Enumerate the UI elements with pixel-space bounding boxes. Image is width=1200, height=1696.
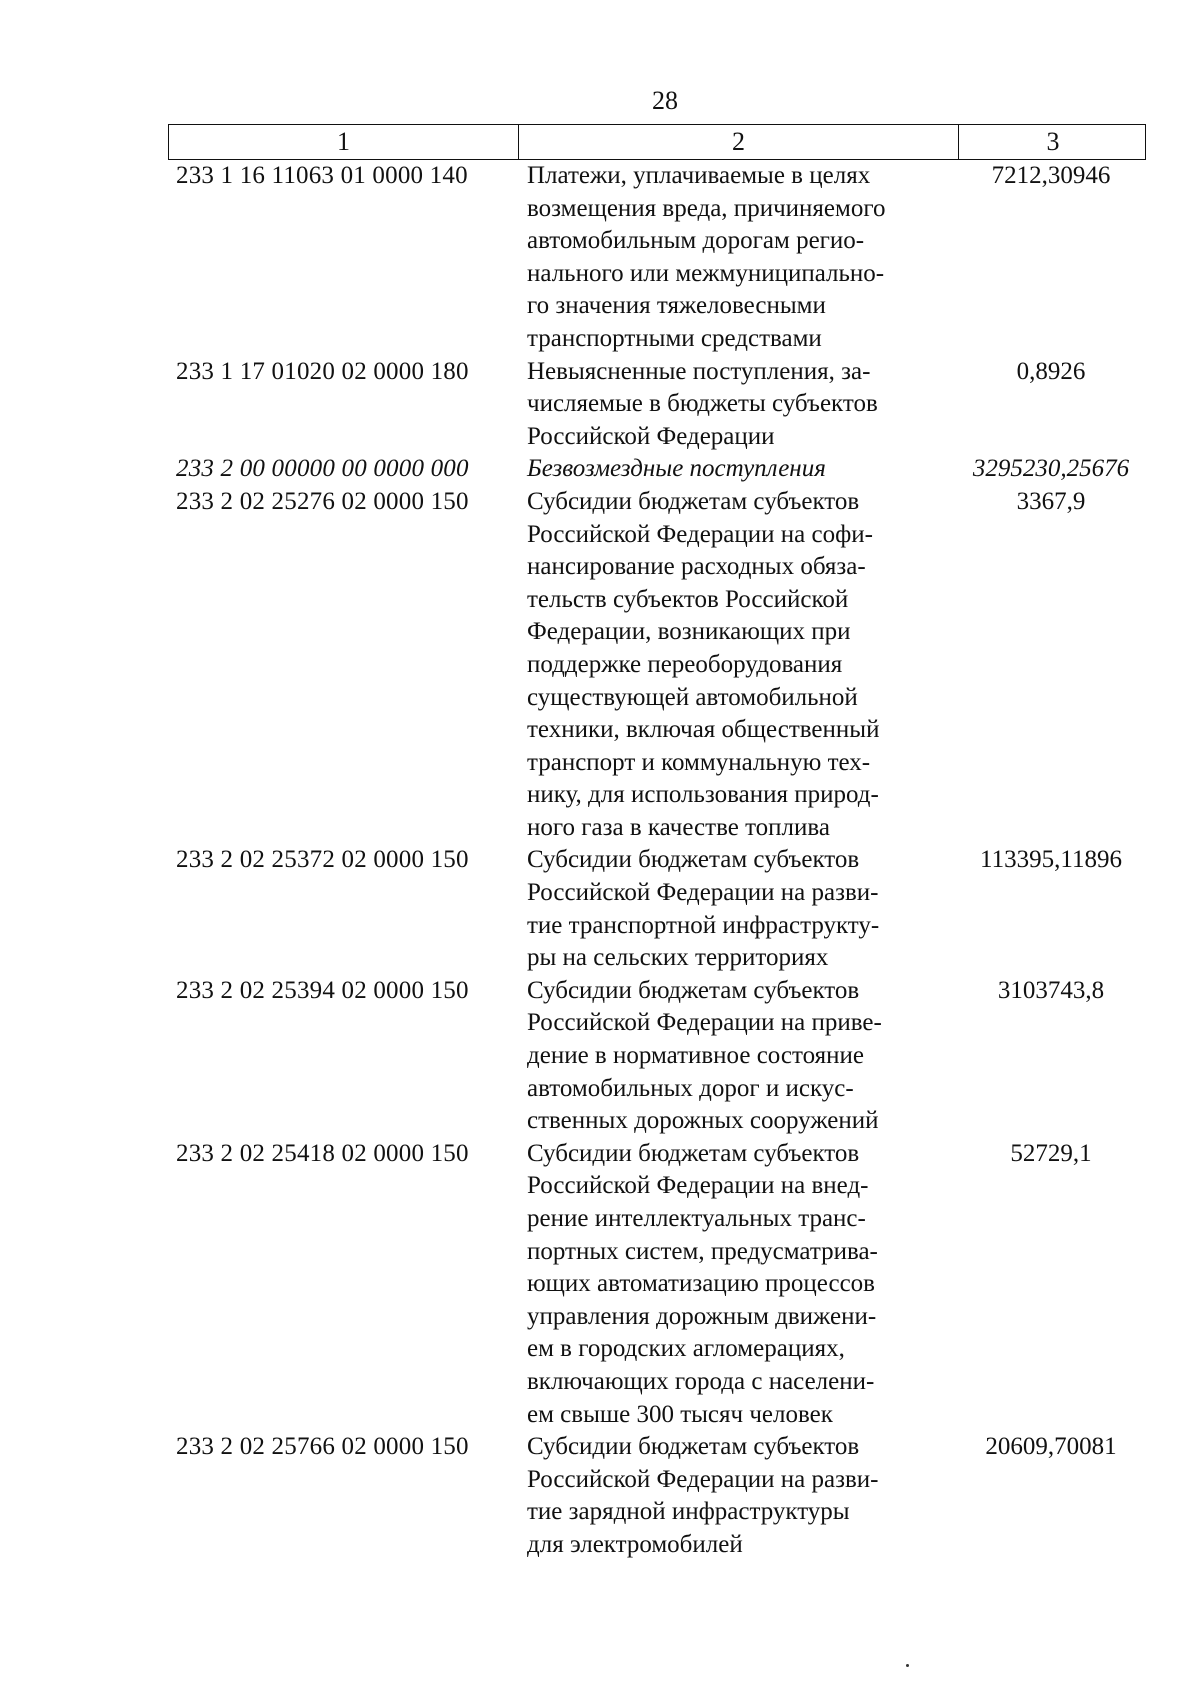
table-row — [168, 844, 1146, 974]
revenue-description: Безвозмездные поступления — [527, 455, 826, 483]
revenue-amount: 3367,9 — [1016, 487, 1086, 515]
budget-code: 233 1 16 11063 01 0000 140 — [176, 162, 468, 189]
table-header-row — [168, 124, 1146, 160]
table-row — [168, 1138, 1146, 1431]
table-row — [168, 486, 1146, 845]
budget-code: 233 1 17 01020 02 0000 180 — [176, 357, 469, 385]
budget-code: 233 2 02 25766 02 0000 150 — [176, 1433, 469, 1461]
revenue-amount: 3295230,25676 — [972, 455, 1130, 483]
revenue-description: Субсидии бюджетам субъектов Российской Федерации на софи- нансирование расходных обяза- тельств субъектов Российской Федерации, возникающих при поддержке переоборудования существующей автомобильной техники, включая общественный транспорт и коммунальную тех- нику, для использования природ- ного газа в качестве топлива — [527, 487, 880, 841]
revenue-amount: 52729,1 — [1010, 1139, 1092, 1167]
table-body — [168, 160, 1146, 1562]
budget-code: 233 2 02 25418 02 0000 150 — [176, 1139, 469, 1167]
revenue-amount: 3103743,8 — [997, 976, 1105, 1004]
column-header-3: 3 — [958, 125, 1147, 159]
budget-code: 233 2 00 00000 00 0000 000 — [176, 455, 469, 483]
column-header-2: 2 — [518, 125, 958, 159]
table-row — [168, 1431, 1146, 1561]
revenue-table — [168, 124, 1146, 1562]
budget-code: 233 2 02 25276 02 0000 150 — [176, 487, 469, 515]
revenue-description: Субсидии бюджетам субъектов Российской Федерации на разви- тие зарядной инфраструктуры для электромобилей — [527, 1433, 879, 1558]
scan-speck — [906, 1664, 909, 1667]
budget-code: 233 2 02 25372 02 0000 150 — [176, 846, 469, 874]
table-row — [168, 160, 1146, 356]
revenue-description: Субсидии бюджетам субъектов Российской Федерации на внед- рение интеллектуальных транс- портных систем, предусматрива- ющих автоматизацию процессов управления дорожным движени- ем в городских агломерациях, включающих города с населени- ем свыше 300 тысяч человек — [527, 1139, 878, 1428]
table-row — [168, 975, 1146, 1138]
revenue-description: Невыясненные поступления, за- числяемые в бюджеты субъектов Российской Федерации — [527, 357, 878, 450]
revenue-description: Платежи, уплачиваемые в целях возмещения вреда, причиняемого автомобильным дорогам регио- нального или межмуниципально- го значения тяжеловесными транспортными средствами — [527, 162, 886, 352]
page-number: 28 — [652, 86, 678, 115]
revenue-amount: 7212,30946 — [991, 162, 1111, 189]
revenue-amount: 0,8926 — [1016, 357, 1086, 385]
revenue-amount: 20609,70081 — [985, 1433, 1117, 1461]
revenue-amount: 113395,11896 — [980, 846, 1122, 874]
revenue-description: Субсидии бюджетам субъектов Российской Федерации на приве- дение в нормативное состояние автомобильных дорог и искус- ственных дорожных сооружений — [527, 976, 882, 1135]
column-header-1: 1 — [337, 127, 350, 156]
table-row — [168, 356, 1146, 454]
revenue-description: Субсидии бюджетам субъектов Российской Федерации на разви- тие транспортной инфраструкту- ры на сельских территориях — [527, 846, 880, 972]
budget-code: 233 2 02 25394 02 0000 150 — [176, 976, 469, 1004]
table-row — [168, 453, 1146, 486]
